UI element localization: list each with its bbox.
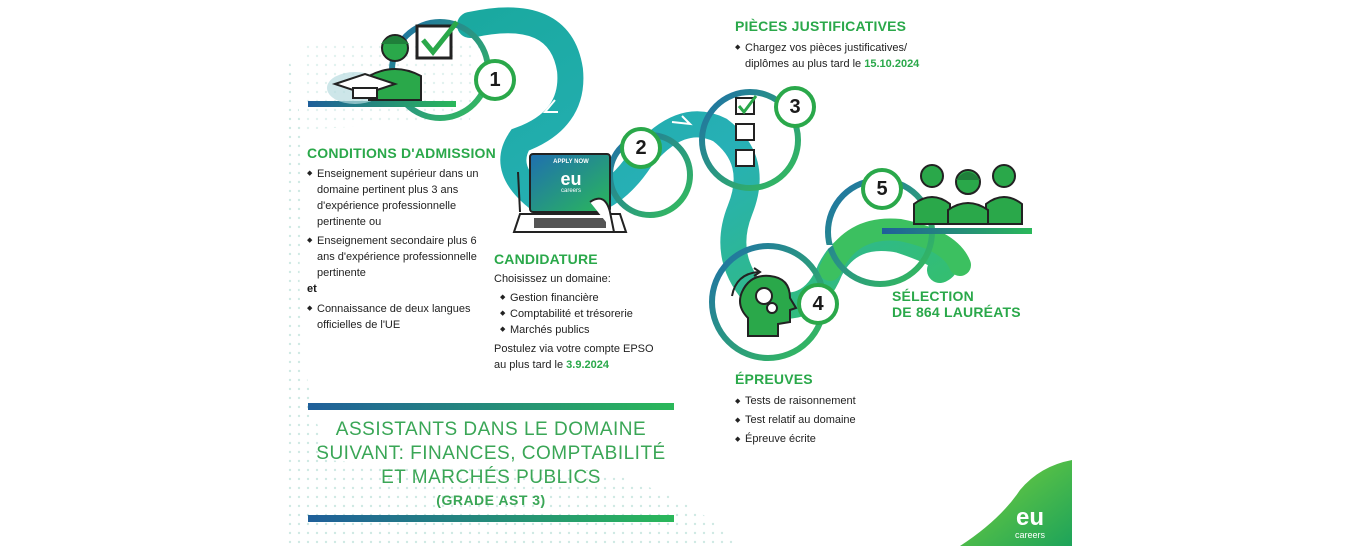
eu-careers-logo-sub: careers — [1014, 530, 1045, 540]
epreuves-heading: ÉPREUVES — [735, 371, 813, 387]
step-number-5: 5 — [861, 168, 903, 210]
candidature-apply — [494, 341, 664, 373]
laptop-logo-sub: careers — [560, 188, 581, 194]
step-number-2: 2 — [620, 127, 662, 169]
main-title-line1: ASSISTANTS DANS LE DOMAINE — [335, 419, 647, 440]
domain-item: ◆ Comptabilité et trésorerie — [500, 306, 680, 322]
domain-item: ◆ Gestion financière — [500, 290, 680, 306]
candidature-heading: CANDIDATURE — [494, 251, 598, 267]
graduate-icon — [325, 18, 465, 108]
pieces-text: Chargez vos pièces justificatives/ diplômes au plus tard le — [745, 42, 908, 70]
epreuves-item: ◆ Tests de raisonnement — [735, 392, 915, 411]
domain-item: ◆ Marchés publics — [500, 322, 680, 338]
main-title — [300, 418, 682, 508]
pieces-item — [735, 40, 925, 72]
group-people-icon — [910, 158, 1030, 226]
apply-date: 3.9.2024 — [566, 359, 609, 371]
main-title-line2: SUIVANT: FINANCES, COMPTABILITÉ — [316, 443, 666, 464]
admission-item: ◆ Enseignement secondaire plus 6 ans d'expérience professionnelle pertinente — [307, 233, 487, 281]
title-top-bar — [308, 403, 674, 410]
eu-careers-logo: eu — [1015, 504, 1044, 531]
title-bottom-bar — [308, 515, 674, 522]
step-number-1: 1 — [474, 59, 516, 101]
step-number-4: 4 — [797, 283, 839, 325]
language-item: ◆ Connaissance de deux langues officielles de l'UE — [307, 301, 487, 333]
and-label: et — [307, 283, 317, 295]
epreuves-list — [735, 392, 915, 449]
language-list — [307, 301, 487, 333]
laptop-icon — [510, 152, 630, 242]
admission-item: ◆ Enseignement supérieur dans un domaine pertinent plus 3 ans d'expérience professionnelle pertinente ou — [307, 166, 487, 230]
checklist-icon — [732, 92, 772, 172]
epreuves-item: ◆ Épreuve écrite — [735, 430, 915, 449]
step5-bar — [882, 228, 1032, 234]
selection-heading: SÉLECTION DE 864 LAURÉATS — [892, 288, 1021, 320]
laptop-apply-text: APPLY NOW — [553, 159, 589, 165]
admission-list — [307, 166, 487, 281]
epreuves-item: ◆ Test relatif au domaine — [735, 411, 915, 430]
step-number-3: 3 — [774, 86, 816, 128]
pieces-list — [735, 40, 925, 72]
grade-label: (GRADE AST 3) — [436, 492, 546, 508]
pieces-heading: PIÈCES JUSTIFICATIVES — [735, 18, 907, 34]
apply-text: Postulez via votre compte EPSO au plus tard le — [494, 343, 654, 371]
head-gears-icon — [728, 266, 808, 342]
main-title-line3: ET MARCHÉS PUBLICS — [381, 467, 601, 488]
laptop-logo: eu — [560, 169, 582, 189]
candidature-intro: Choisissez un domaine: — [494, 273, 611, 285]
domain-list — [500, 290, 680, 338]
admission-heading: CONDITIONS D'ADMISSION — [307, 145, 496, 161]
pieces-date: 15.10.2024 — [864, 58, 920, 70]
